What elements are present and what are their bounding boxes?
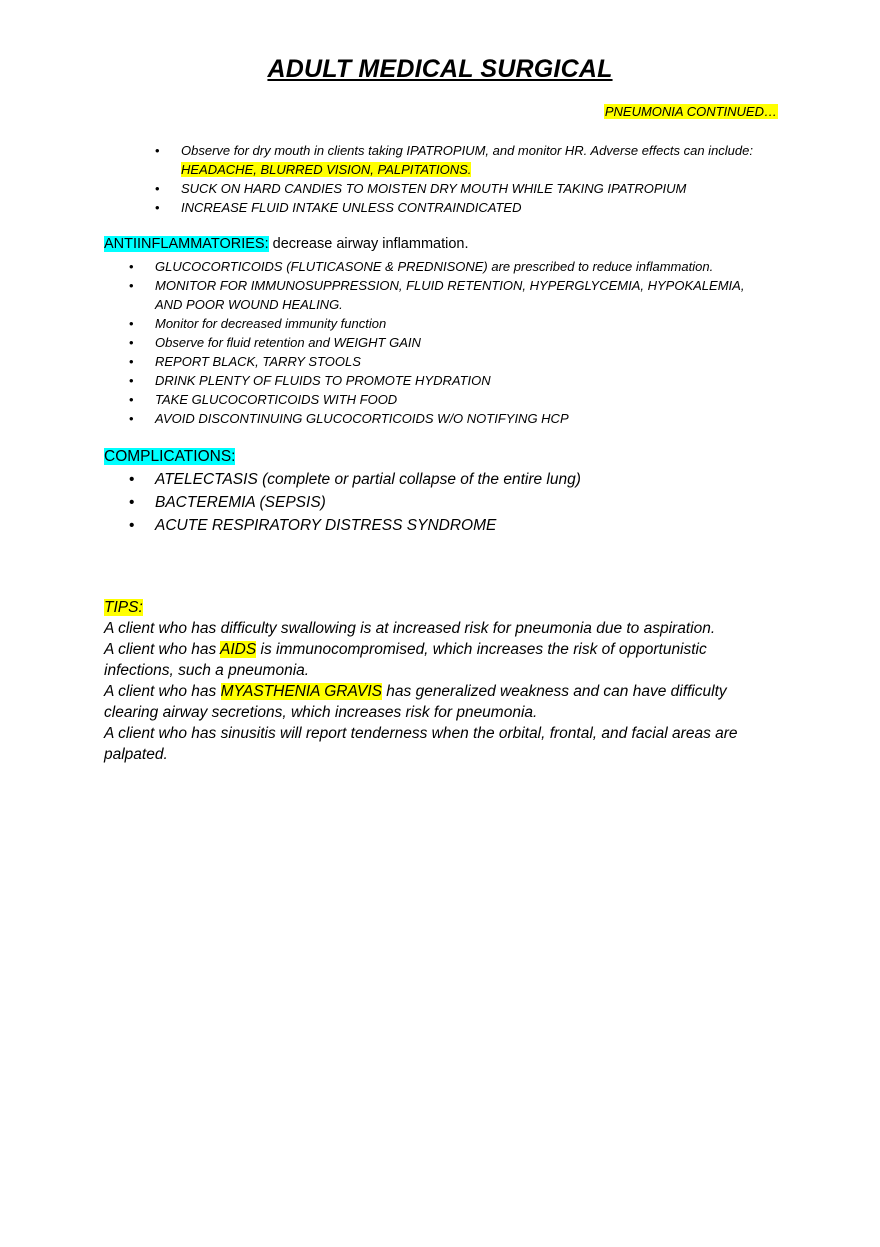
list-item [129, 333, 765, 352]
highlighted-text: HEADACHE, BLURRED VISION, PALPITATIONS. [181, 162, 472, 177]
list-item-text: AVOID DISCONTINUING GLUCOCORTICOIDS W/O NOTIFYING HCP [155, 411, 569, 426]
section-heading: COMPLICATIONS: [104, 448, 236, 465]
list-item [155, 141, 761, 179]
bullet-icon: • [155, 200, 160, 215]
tip-paragraph [104, 681, 764, 723]
list-item-text: SUCK ON HARD CANDIES TO MOISTEN DRY MOUTH WHILE TAKING IPATROPIUM [181, 181, 687, 196]
list-item-text: Observe for fluid retention and WEIGHT GAIN [155, 335, 421, 350]
list-item-text: BACTEREMIA (SEPSIS) [155, 494, 326, 511]
list-item-text: Monitor for decreased immunity function [155, 316, 387, 331]
tip-paragraph: A client who has difficulty swallowing is at increased risk for pneumonia due to aspiration. [104, 620, 716, 637]
highlighted-text: MYASTHENIA GRAVIS [220, 683, 382, 700]
complications-list [129, 468, 765, 537]
bullet-icon: • [129, 471, 135, 488]
tips-heading [104, 597, 764, 618]
list-item [155, 179, 761, 198]
list-item [129, 257, 765, 276]
list-item [129, 409, 765, 428]
bullet-icon: • [129, 411, 134, 426]
section-heading: ANTIINFLAMMATORIES: [104, 236, 269, 252]
bullet-icon: • [129, 517, 135, 534]
highlighted-text: AIDS [220, 641, 257, 658]
bullet-icon: • [129, 316, 134, 331]
tip-paragraph: A client who has sinusitis will report tenderness when the orbital, frontal, and facial areas are palpated. [104, 725, 738, 763]
antiinflammatories-heading [104, 236, 469, 252]
list-item [129, 276, 765, 314]
list-item [155, 198, 761, 217]
complications-heading [104, 448, 235, 466]
tip-paragraph [104, 639, 764, 681]
bullet-icon: • [129, 392, 134, 407]
bullet-icon: • [129, 494, 135, 511]
ipatropium-list [155, 141, 761, 217]
continued-label: PNEUMONIA CONTINUED… [604, 104, 777, 119]
antiinflammatories-list [129, 257, 765, 428]
section-heading: TIPS: [104, 599, 143, 616]
tip-text: A client who has [104, 641, 221, 658]
list-item [129, 314, 765, 333]
bullet-icon: • [129, 278, 134, 293]
bullet-icon: • [129, 373, 134, 388]
bullet-icon: • [129, 354, 134, 369]
bullet-icon: • [155, 143, 160, 158]
list-item [129, 514, 765, 537]
list-item [129, 468, 765, 491]
tip-text: has generalized weakness and can have difficulty clearing airway secretions, which increases risk for pneumonia. [104, 683, 727, 721]
tips-section [104, 597, 764, 765]
list-item-text: MONITOR FOR IMMUNOSUPPRESSION, FLUID RETENTION, HYPERGLYCEMIA, HYPOKALEMIA, AND POOR WOUND HEALING. [155, 278, 745, 312]
bullet-icon: • [129, 259, 134, 274]
list-item-text: DRINK PLENTY OF FLUIDS TO PROMOTE HYDRATION [155, 373, 491, 388]
list-item-text: GLUCOCORTICOIDS (FLUTICASONE & PREDNISONE) are prescribed to reduce inflammation. [155, 259, 714, 274]
list-item-text: REPORT BLACK, TARRY STOOLS [155, 354, 361, 369]
list-item-text: INCREASE FLUID INTAKE UNLESS CONTRAINDICATED [181, 200, 522, 215]
list-item-text: TAKE GLUCOCORTICOIDS WITH FOOD [155, 392, 398, 407]
tip-text: A client who has [104, 683, 221, 700]
page-title: ADULT MEDICAL SURGICAL [267, 55, 613, 83]
list-item [129, 491, 765, 514]
bullet-icon: • [129, 335, 134, 350]
list-item-text: ACUTE RESPIRATORY DISTRESS SYNDROME [155, 517, 497, 534]
list-item [129, 390, 765, 409]
heading-description: decrease airway inflammation. [268, 236, 469, 252]
list-item-text: ATELECTASIS (complete or partial collapse of the entire lung) [155, 471, 581, 488]
list-item [129, 371, 765, 390]
tip-text: is immunocompromised, which increases the risk of opportunistic infections, such a pneumonia. [104, 641, 707, 679]
list-item [129, 352, 765, 371]
list-item-text: Observe for dry mouth in clients taking IPATROPIUM, and monitor HR. Adverse effects can include: [181, 143, 753, 158]
bullet-icon: • [155, 181, 160, 196]
